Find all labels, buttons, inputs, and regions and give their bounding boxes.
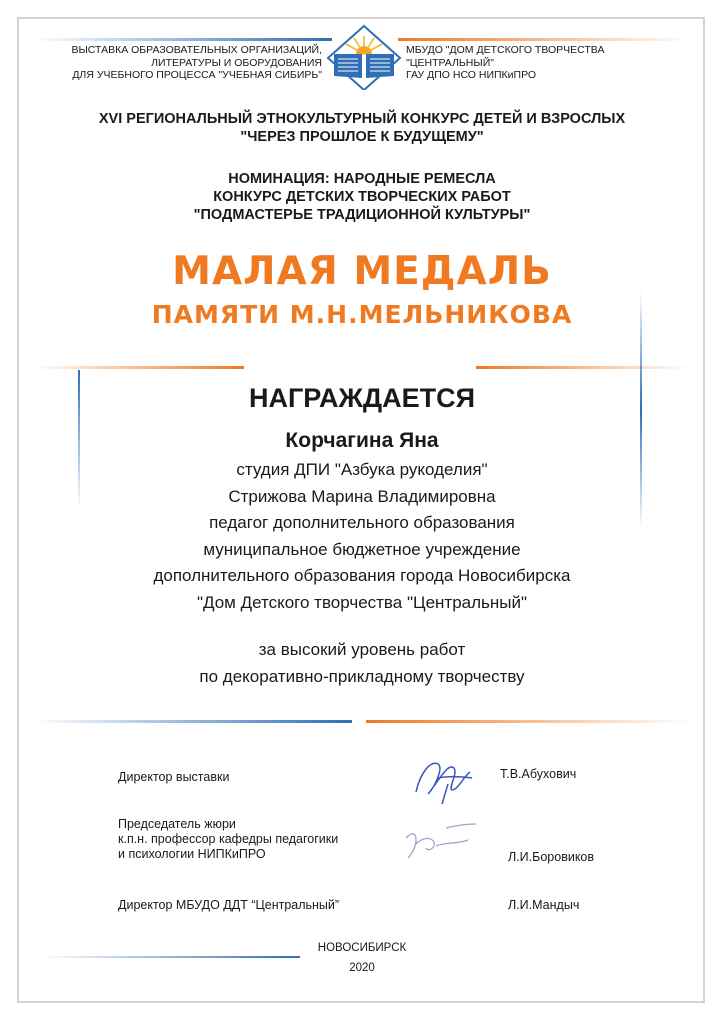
nomination-line-2: КОНКУРС ДЕТСКИХ ТВОРЧЕСКИХ РАБОТ [213,189,511,205]
recipient-details [0,457,724,616]
nomination-block [0,170,724,224]
jury-name: Л.И.Боровиков [508,850,595,864]
footer-year: 2020 [349,962,375,974]
institution-line-3: "Дом Детского творчества "Центральный" [196,592,528,612]
reason-line-2: по декоративно-прикладному творчеству [199,666,525,686]
jury-label-line-2: к.п.н. профессор кафедры педагогики [118,832,339,846]
header-right-line: "ЦЕНТРАЛЬНЫЙ" [406,56,494,69]
recipient-name: Корчагина Яна [285,429,439,452]
award-heading: НАГРАЖДАЕТСЯ [249,383,475,413]
header-left-organization [40,44,322,82]
medal-title: МАЛАЯ МЕДАЛЬ [172,249,552,294]
header-right-organization [406,44,686,82]
mid-right-orange-line [476,366,690,369]
footer-city: НОВОСИБИРСК [317,942,407,954]
nomination-line-1: НОМИНАЦИЯ: НАРОДНЫЕ РЕМЕСЛА [228,171,496,187]
header-left-line: ЛИТЕРАТУРЫ И ОБОРУДОВАНИЯ [151,56,322,69]
jury-label [118,817,338,862]
footer [0,938,724,978]
award-reason [0,637,724,690]
director-label: Директор выставки [118,770,230,784]
jury-label-line-3: и психологии НИПКиПРО [118,847,266,861]
medal-subtitle: ПАМЯТИ М.Н.МЕЛЬНИКОВА [151,300,573,329]
bottom-right-orange-line [366,720,692,723]
top-right-orange-line [398,38,692,41]
jury-signature-icon [402,818,482,862]
jury-label-line-1: Председатель жюри [118,817,236,831]
ddt-director-name: Л.И.Мандыч [508,898,580,912]
institution-line-1: муниципальное бюджетное учреждение [203,539,521,559]
teacher-name: Стрижова Марина Владимировна [228,486,496,506]
top-left-blue-line [32,38,332,41]
recipient-studio: студия ДПИ "Азбука рукоделия" [236,460,488,479]
director-signature-icon [408,754,478,806]
ddt-director-label: Директор МБУДО ДДТ “Центральный” [118,898,340,912]
mid-left-orange-line [32,366,244,369]
teacher-position: педагог дополнительного образования [209,513,515,532]
bottom-left-blue-line [32,720,352,723]
director-name: Т.В.Абухович [500,767,577,781]
nomination-line-3: "ПОДМАСТЕРЬЕ ТРАДИЦИОННОЙ КУЛЬТУРЫ" [193,207,531,223]
header-left-line: ВЫСТАВКА ОБРАЗОВАТЕЛЬНЫХ ОРГАНИЗАЦИЙ, [71,44,322,56]
header-right-line: МБУДО "ДОМ ДЕТСКОГО ТВОРЧЕСТВА [406,44,605,56]
institution-line-2: дополнительного образования города Новосибирска [153,566,571,585]
contest-title [0,110,724,146]
open-book-sunrise-logo-icon [326,24,402,90]
header-right-line: ГАУ ДПО НСО НИПКиПРО [406,69,537,81]
contest-title-line-2: "ЧЕРЕЗ ПРОШЛОЕ К БУДУЩЕМУ" [240,129,484,145]
contest-title-line-1: XVI РЕГИОНАЛЬНЫЙ ЭТНОКУЛЬТУРНЫЙ КОНКУРС ДЕТЕЙ И ВЗРОСЛЫХ [98,111,626,127]
header-left-line: ДЛЯ УЧЕБНОГО ПРОЦЕССА "УЧЕБНАЯ СИБИРЬ" [72,69,322,81]
reason-line-1: за высокий уровень работ [258,640,466,659]
